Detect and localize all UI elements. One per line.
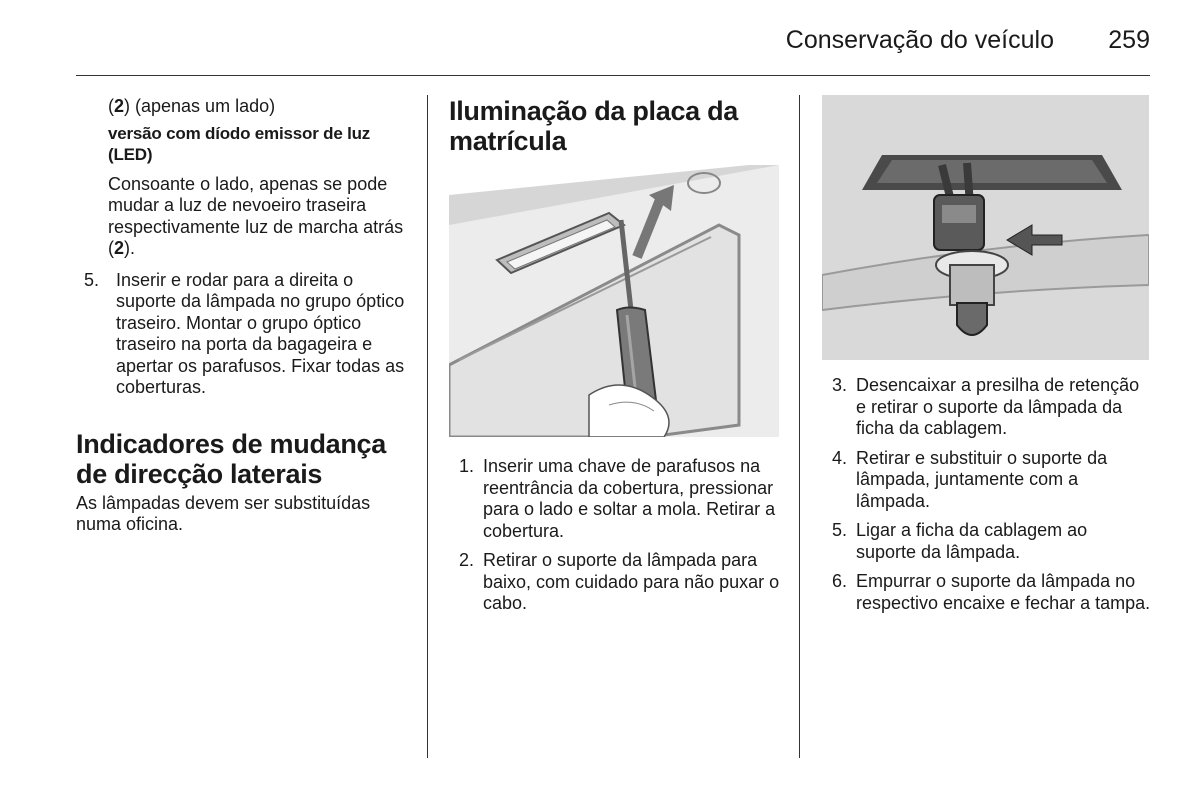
list-item-step-5: 5. Inserir e rodar para a direita o suporte da lâmpada no grupo óptico traseiro. Montar o grupo óptico traseiro na porta da bagageira e apertar os parafusos. Fixar todas as coberturas.	[84, 269, 405, 397]
page-number: 259	[1108, 26, 1150, 54]
page-header-title: Conservação do veículo	[785, 26, 1054, 54]
led-version-label: versão com díodo emissor de luz (LED)	[108, 123, 371, 164]
column-divider-1	[427, 95, 428, 758]
screwdriver-illustration	[449, 165, 779, 437]
column-3	[832, 375, 1152, 614]
section-heading-license-plate-light: Iluminação da placa da matrícula	[449, 96, 739, 156]
side-indicators-text: As lâmpadas devem ser substituídas numa oficina.	[76, 492, 371, 534]
list-item-step-5b: 5. Ligar a ficha da cablagem ao suporte da lâmpada.	[832, 520, 1088, 562]
lamp-holder-illustration	[822, 95, 1149, 360]
led-version-text: Consoante o lado, apenas se pode mudar a luz de nevoeiro traseira respectivamente luz de marcha atrás (2).	[108, 173, 404, 258]
list-item-step-6: 6. Empurrar o suporte da lâmpada no respectivo encaixe e fechar a tampa.	[832, 571, 1151, 613]
list-item-step-4: 4. Retirar e substituir o suporte da lâmpada, juntamente com a lâmpada.	[832, 447, 1108, 511]
column-2-steps	[459, 456, 781, 615]
list-item-step-2: 2. Retirar o suporte da lâmpada para baixo, com cuidado para não puxar o cabo.	[459, 550, 780, 613]
header-divider	[76, 75, 1150, 76]
section-heading-side-indicators: Indicadores de mudança de direcção laterais	[76, 428, 386, 489]
list-item-step-1: 1. Inserir uma chave de parafusos na reentrância da cobertura, pressionar para o lado e soltar a mola. Retirar a cobertura.	[459, 456, 776, 541]
list-item-step-3: 3. Desencaixar a presilha de retenção e retirar o suporte da lâmpada da ficha da cablagem.	[832, 375, 1140, 438]
figure-screwdriver-cover	[449, 165, 779, 437]
column-divider-2	[799, 95, 800, 758]
column-2	[449, 96, 784, 156]
item-2-note: (2) (apenas um lado)	[108, 96, 276, 116]
figure-lamp-holder	[822, 95, 1149, 360]
column-1	[76, 96, 411, 536]
